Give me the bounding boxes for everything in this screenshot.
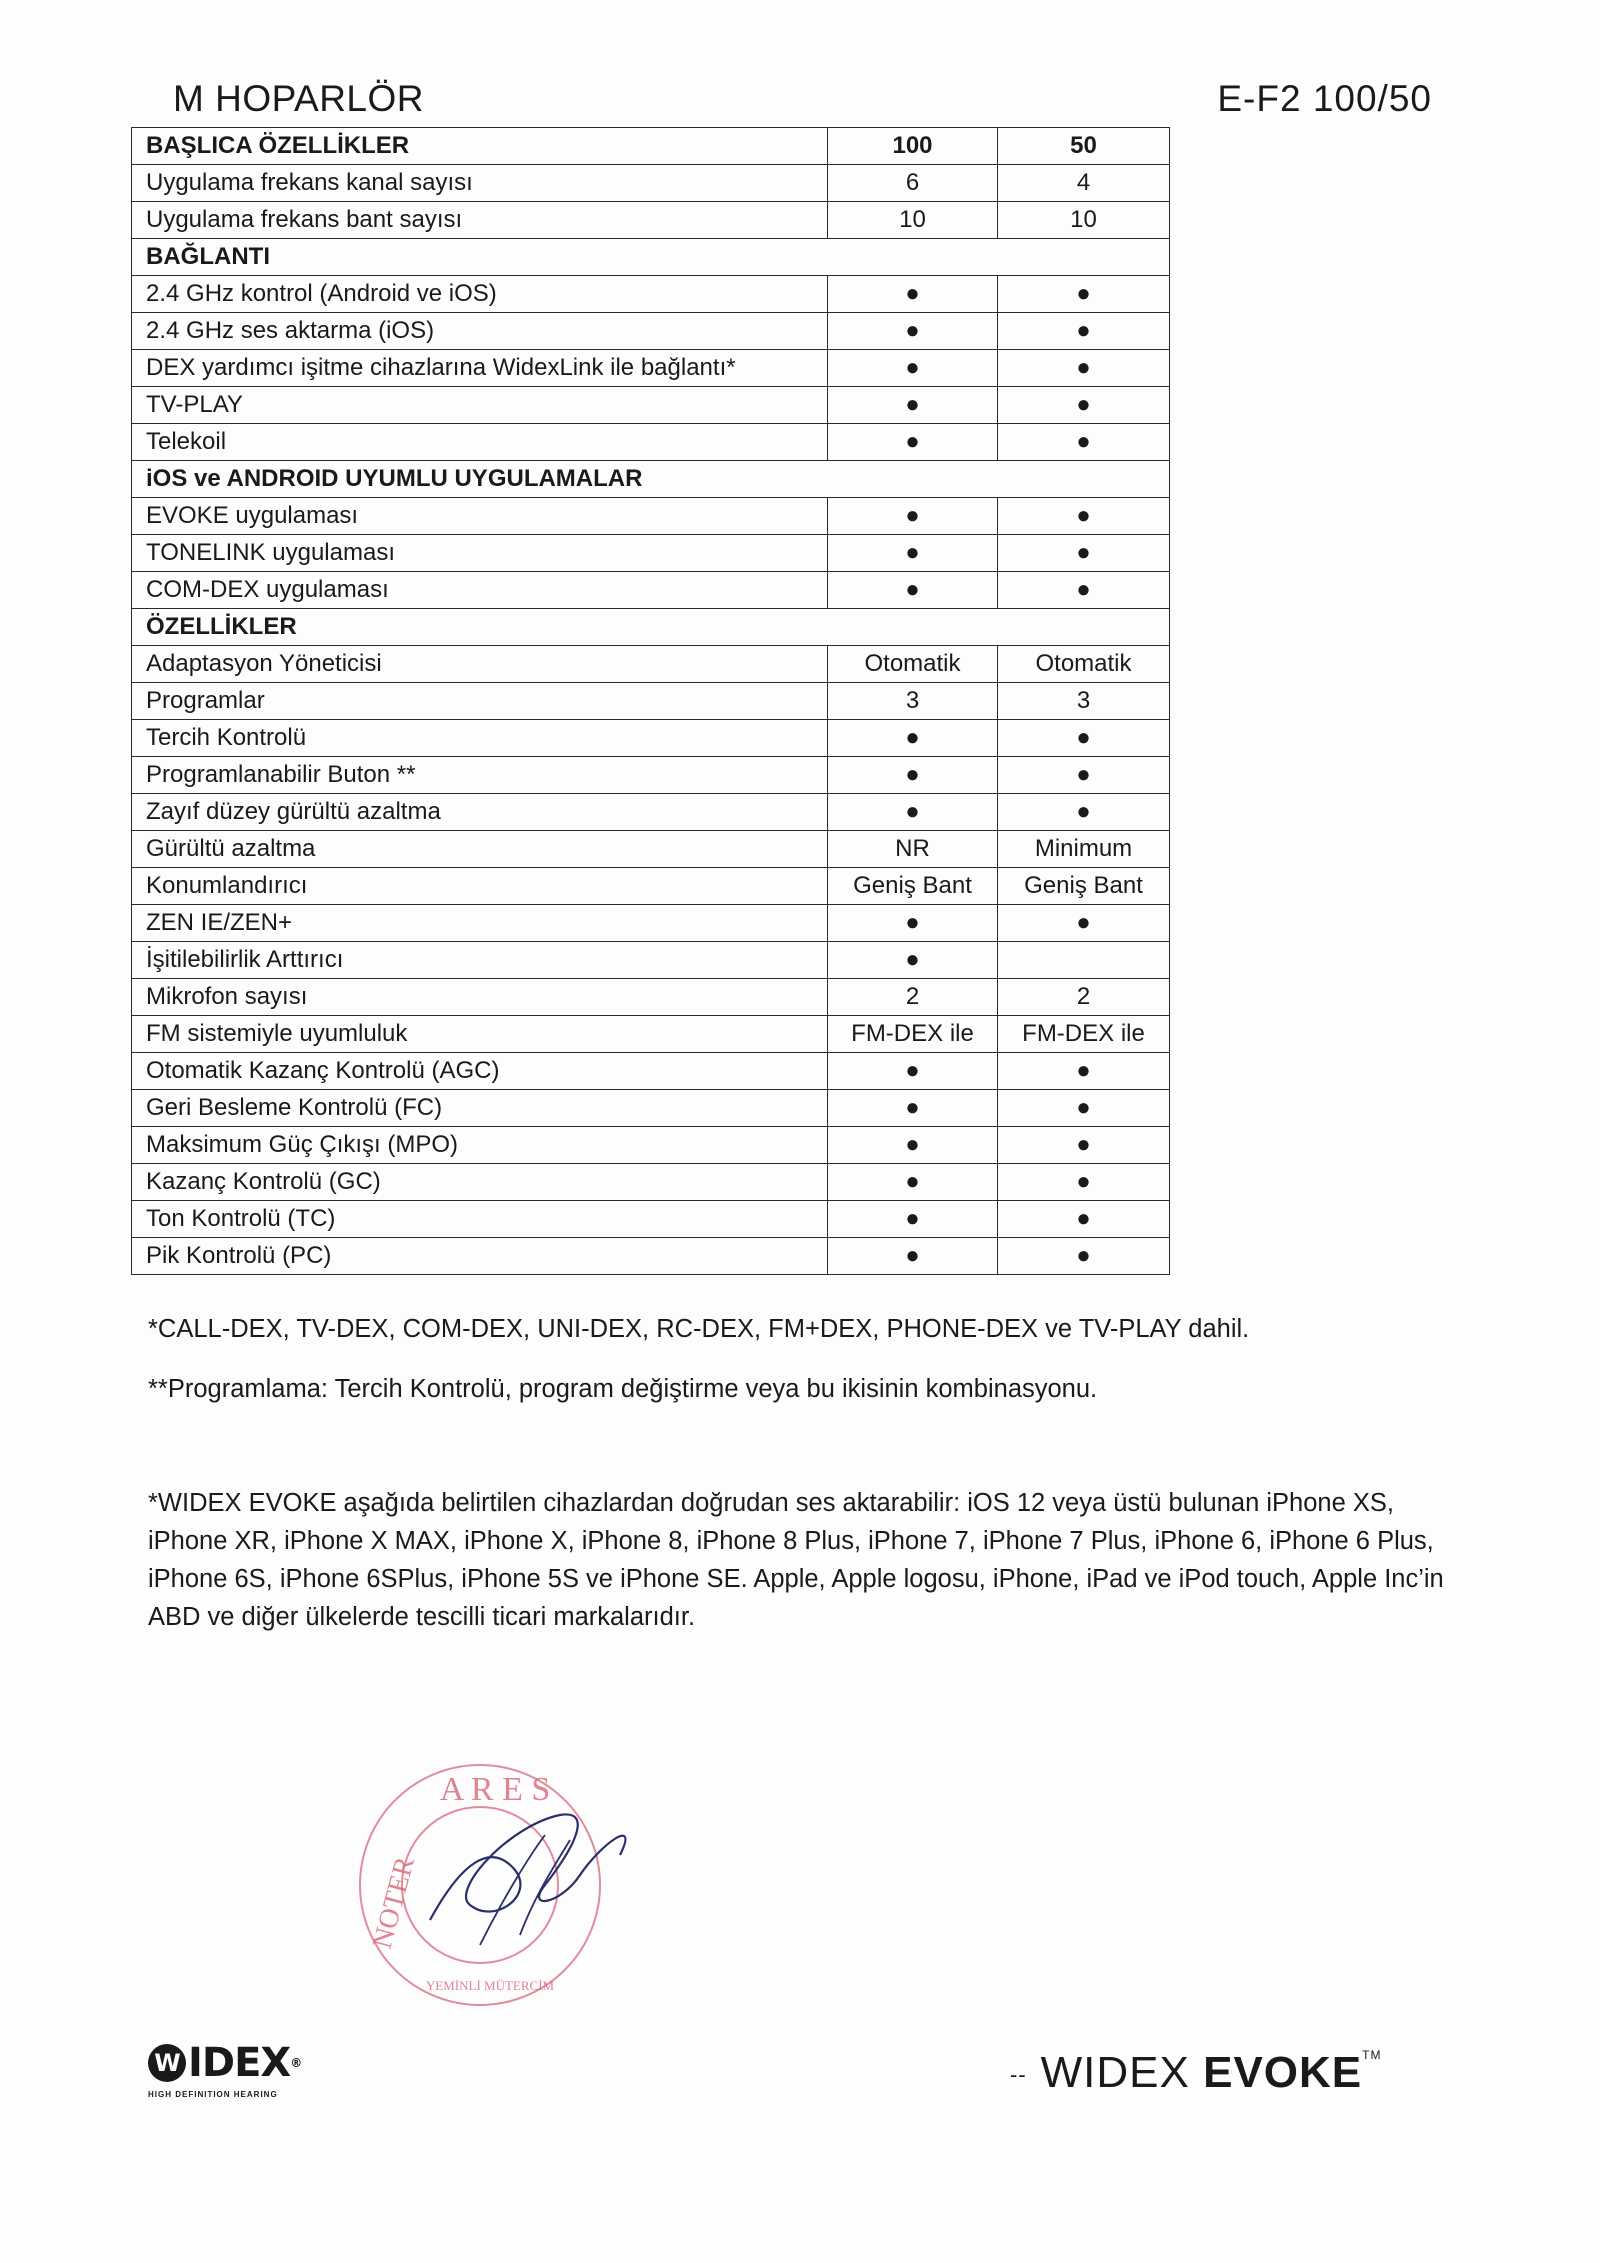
- table-row: [132, 1164, 1170, 1201]
- widex-logo: [148, 2040, 328, 2099]
- widex-evoke-logo: [1010, 2048, 1381, 2098]
- table-row: [132, 165, 1170, 202]
- value-50: 2: [998, 979, 1170, 1016]
- feature-label: Gürültü azaltma: [132, 831, 828, 868]
- feature-label: COM-DEX uygulaması: [132, 572, 828, 609]
- table-section-row: [132, 461, 1170, 498]
- value-50: ●: [998, 424, 1170, 461]
- value-100: ●: [828, 757, 998, 794]
- feature-label: ZEN IE/ZEN+: [132, 905, 828, 942]
- value-50: ●: [998, 276, 1170, 313]
- value-50: ●: [998, 794, 1170, 831]
- value-50: [998, 942, 1170, 979]
- page-title: M HOPARLÖR: [173, 78, 425, 119]
- section-heading: ÖZELLİKLER: [132, 609, 1170, 646]
- stamp-top-text: A R E S: [439, 1771, 551, 1808]
- table-row: [132, 202, 1170, 239]
- table-row: [132, 868, 1170, 905]
- table-row: [132, 313, 1170, 350]
- feature-label: Ton Kontrolü (TC): [132, 1201, 828, 1238]
- table-row: [132, 1016, 1170, 1053]
- value-50: ●: [998, 757, 1170, 794]
- value-100: ●: [828, 1164, 998, 1201]
- feature-label: FM sistemiyle uyumluluk: [132, 1016, 828, 1053]
- value-100: ●: [828, 905, 998, 942]
- table-row: [132, 905, 1170, 942]
- table-row: [132, 498, 1170, 535]
- value-50: ●: [998, 1090, 1170, 1127]
- feature-label: TV-PLAY: [132, 387, 828, 424]
- table-row: [132, 831, 1170, 868]
- value-50: ●: [998, 535, 1170, 572]
- notary-stamp: [330, 1745, 660, 2045]
- table-section-row: [132, 239, 1170, 276]
- value-50: Otomatik: [998, 646, 1170, 683]
- table-row: [132, 1238, 1170, 1275]
- table-row: [132, 1053, 1170, 1090]
- feature-label: Tercih Kontrolü: [132, 720, 828, 757]
- section-heading: iOS ve ANDROID UYUMLU UYGULAMALAR: [132, 461, 1170, 498]
- table-row: [132, 683, 1170, 720]
- table-row: [132, 572, 1170, 609]
- footnote-iphone-compatibility: *WIDEX EVOKE aşağıda belirtilen cihazlardan doğrudan ses aktarabilir: iOS 12 veya üstü bulunan iPhone XS, iPhone XR, iPhone X MAX, iPhone X, iPhone 8, iPhone 8 Plus, iPhone 7, iPhone 7 Plus, iPhone 6, iPhone 6 Plus, iPhone 6S, iPhone 6SPlus, iPhone 5S ve iPhone SE. Apple, Apple logosu, iPhone, iPad ve iPod touch, Apple Inc’in ABD ve diğer ülkelerde tescilli ticari markalarıdır.: [148, 1489, 1444, 1631]
- value-50: ●: [998, 313, 1170, 350]
- feature-label: Konumlandırıcı: [132, 868, 828, 905]
- feature-label: Uygulama frekans bant sayısı: [132, 202, 828, 239]
- evoke-dash: --: [1010, 2062, 1027, 2088]
- header-50: 50: [998, 128, 1170, 165]
- signature: [430, 1814, 625, 1920]
- evoke-trademark: TM: [1362, 2048, 1382, 2062]
- value-50: 10: [998, 202, 1170, 239]
- value-100: ●: [828, 498, 998, 535]
- table-section-row: [132, 609, 1170, 646]
- section-heading: BAĞLANTI: [132, 239, 1170, 276]
- value-50: ●: [998, 1127, 1170, 1164]
- table-row: [132, 794, 1170, 831]
- evoke-brand-bold: EVOKE: [1203, 2048, 1363, 2097]
- value-100: ●: [828, 942, 998, 979]
- value-100: ●: [828, 313, 998, 350]
- table-row: [132, 720, 1170, 757]
- value-100: Geniş Bant: [828, 868, 998, 905]
- value-50: FM-DEX ile: [998, 1016, 1170, 1053]
- table-row: [132, 757, 1170, 794]
- feature-label: Mikrofon sayısı: [132, 979, 828, 1016]
- value-100: ●: [828, 794, 998, 831]
- footnote-programming: **Programlama: Tercih Kontrolü, program değiştirme veya bu ikisinin kombinasyonu.: [148, 1375, 1098, 1403]
- value-50: Geniş Bant: [998, 868, 1170, 905]
- table-row: [132, 424, 1170, 461]
- table-row: [132, 1127, 1170, 1164]
- feature-label: 2.4 GHz ses aktarma (iOS): [132, 313, 828, 350]
- model-code: E-F2 100/50: [1217, 78, 1432, 119]
- widex-w-icon: W: [148, 2044, 186, 2082]
- value-50: ●: [998, 1164, 1170, 1201]
- feature-label: Programlar: [132, 683, 828, 720]
- value-100: ●: [828, 1127, 998, 1164]
- value-100: 6: [828, 165, 998, 202]
- table-row: [132, 1090, 1170, 1127]
- value-50: 4: [998, 165, 1170, 202]
- widex-tagline: HIGH DEFINITION HEARING: [148, 2090, 278, 2099]
- value-50: ●: [998, 387, 1170, 424]
- value-50: ●: [998, 1238, 1170, 1275]
- feature-label: Programlanabilir Buton **: [132, 757, 828, 794]
- value-100: ●: [828, 424, 998, 461]
- feature-label: Adaptasyon Yöneticisi: [132, 646, 828, 683]
- table-row: [132, 979, 1170, 1016]
- header-100: 100: [828, 128, 998, 165]
- value-100: NR: [828, 831, 998, 868]
- value-100: 3: [828, 683, 998, 720]
- value-100: ●: [828, 1201, 998, 1238]
- feature-label: 2.4 GHz kontrol (Android ve iOS): [132, 276, 828, 313]
- features-table: [131, 127, 1170, 1275]
- value-100: ●: [828, 387, 998, 424]
- value-100: Otomatik: [828, 646, 998, 683]
- feature-label: Kazanç Kontrolü (GC): [132, 1164, 828, 1201]
- table-header-row: [132, 128, 1170, 165]
- feature-label: Otomatik Kazanç Kontrolü (AGC): [132, 1053, 828, 1090]
- table-row: [132, 535, 1170, 572]
- feature-label: Pik Kontrolü (PC): [132, 1238, 828, 1275]
- value-50: ●: [998, 720, 1170, 757]
- value-100: FM-DEX ile: [828, 1016, 998, 1053]
- widex-wordmark: [148, 2040, 328, 2086]
- table-row: [132, 646, 1170, 683]
- value-100: ●: [828, 535, 998, 572]
- value-100: ●: [828, 720, 998, 757]
- footnote-dex: *CALL-DEX, TV-DEX, COM-DEX, UNI-DEX, RC-DEX, FM+DEX, PHONE-DEX ve TV-PLAY dahil.: [148, 1315, 1250, 1343]
- value-50: ●: [998, 1053, 1170, 1090]
- feature-label: Geri Besleme Kontrolü (FC): [132, 1090, 828, 1127]
- widex-registered-mark: ®: [290, 2056, 302, 2070]
- feature-label: Uygulama frekans kanal sayısı: [132, 165, 828, 202]
- feature-label: Maksimum Güç Çıkışı (MPO): [132, 1127, 828, 1164]
- widex-brand-text: IDEX: [188, 2040, 291, 2086]
- stamp-bottom-text: YEMİNLİ MÜTERCİM: [425, 1978, 555, 1993]
- evoke-brand-light: WIDEX: [1040, 2048, 1204, 2097]
- value-100: ●: [828, 1053, 998, 1090]
- value-100: ●: [828, 350, 998, 387]
- value-50: ●: [998, 572, 1170, 609]
- table-row: [132, 276, 1170, 313]
- stamp-left-text: NOTER: [366, 1853, 421, 1952]
- value-100: ●: [828, 1090, 998, 1127]
- header-features: BAŞLICA ÖZELLİKLER: [132, 128, 828, 165]
- value-50: 3: [998, 683, 1170, 720]
- feature-label: Telekoil: [132, 424, 828, 461]
- value-100: 10: [828, 202, 998, 239]
- feature-label: Zayıf düzey gürültü azaltma: [132, 794, 828, 831]
- feature-label: DEX yardımcı işitme cihazlarına WidexLink ile bağlantı*: [132, 350, 828, 387]
- table-row: [132, 942, 1170, 979]
- value-100: ●: [828, 276, 998, 313]
- feature-label: TONELINK uygulaması: [132, 535, 828, 572]
- value-50: ●: [998, 905, 1170, 942]
- feature-label: İşitilebilirlik Arttırıcı: [132, 942, 828, 979]
- value-50: Minimum: [998, 831, 1170, 868]
- value-100: ●: [828, 572, 998, 609]
- table-row: [132, 350, 1170, 387]
- value-100: 2: [828, 979, 998, 1016]
- table-row: [132, 1201, 1170, 1238]
- value-50: ●: [998, 350, 1170, 387]
- value-50: ●: [998, 498, 1170, 535]
- value-100: ●: [828, 1238, 998, 1275]
- value-50: ●: [998, 1201, 1170, 1238]
- table-row: [132, 387, 1170, 424]
- feature-label: EVOKE uygulaması: [132, 498, 828, 535]
